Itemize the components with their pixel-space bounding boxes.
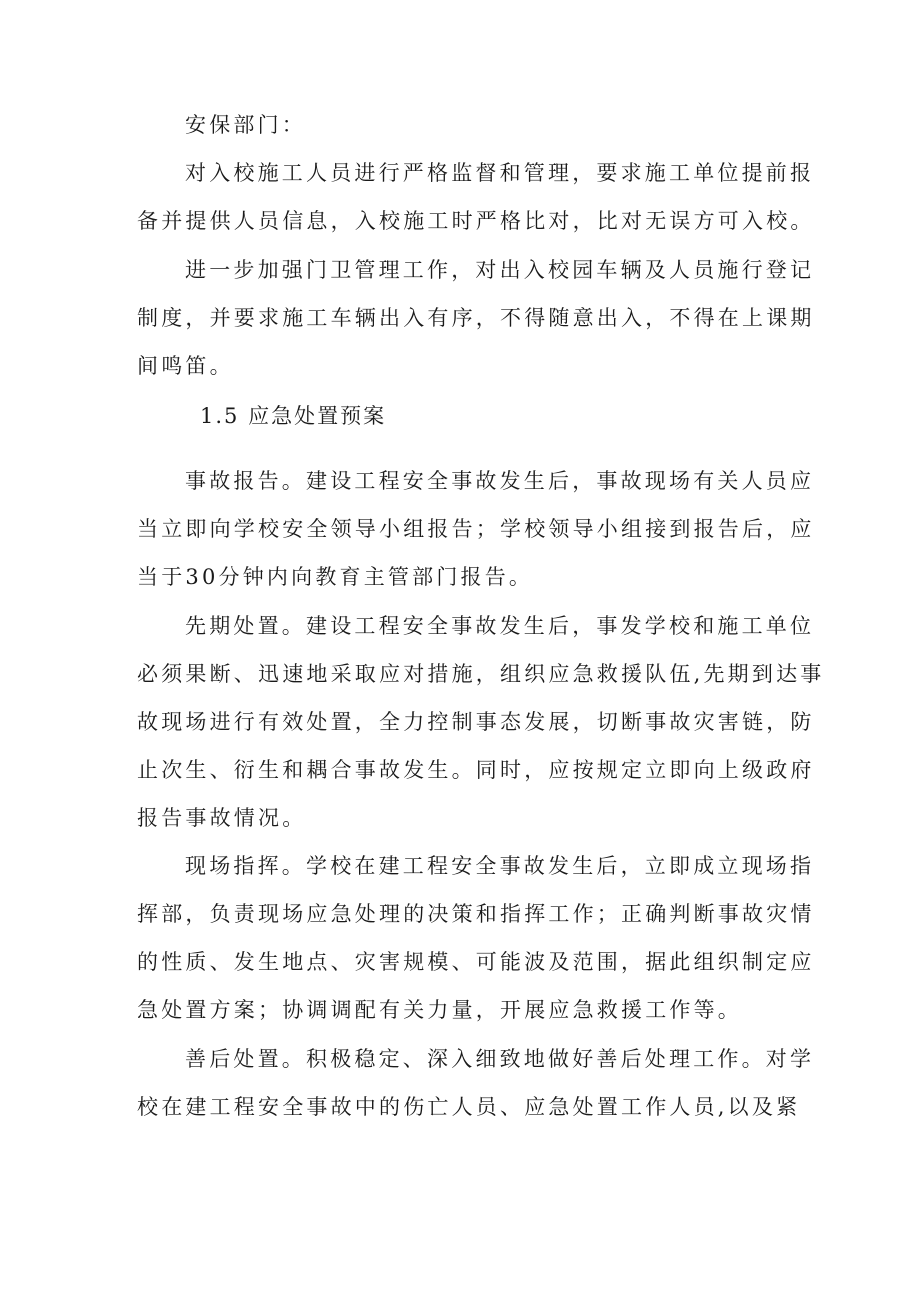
paragraph-line: 善后处置。积极稳定、深入细致地做好善后处理工作。对学 xyxy=(185,1047,815,1071)
paragraph-line: 报告事故情况。 xyxy=(137,806,307,830)
paragraph-line: 进一步加强门卫管理工作，对出入校园车辆及人员施行登记 xyxy=(185,258,815,282)
paragraph-line: 校在建工程安全事故中的伤亡人员、应急处置工作人员,以及紧 xyxy=(137,1095,801,1119)
paragraph-line: 间鸣笛。 xyxy=(137,354,234,378)
paragraph-line: 对入校施工人员进行严格监督和管理，要求施工单位提前报 xyxy=(185,161,815,185)
paragraph-line: 先期处置。建设工程安全事故发生后，事发学校和施工单位 xyxy=(185,614,815,638)
paragraph-line: 事故报告。建设工程安全事故发生后，事故现场有关人员应 xyxy=(185,469,815,493)
paragraph-line: 必须果断、迅速地采取应对措施，组织应急救援队伍,先期到达事 xyxy=(137,662,825,686)
paragraph-line: 备并提供人员信息，入校施工时严格比对，比对无误方可入校。 xyxy=(137,209,815,233)
security-dept-heading: 安保部门： xyxy=(185,113,306,137)
section-heading: 1.5 应急处置预案 xyxy=(200,404,387,428)
paragraph-line: 挥部，负责现场应急处理的决策和指挥工作；正确判断事故灾情 xyxy=(137,902,815,926)
paragraph-line: 当于30分钟内向教育主管部门报告。 xyxy=(137,565,534,589)
paragraph-line: 的性质、发生地点、灾害规模、可能波及范围，据此组织制定应 xyxy=(137,950,815,974)
paragraph-line: 当立即向学校安全领导小组报告；学校领导小组接到报告后，应 xyxy=(137,517,815,541)
paragraph-line: 急处置方案；协调调配有关力量，开展应急救援工作等。 xyxy=(137,998,742,1022)
paragraph-line: 制度，并要求施工车辆出入有序，不得随意出入，不得在上课期 xyxy=(137,306,815,330)
paragraph-line: 故现场进行有效处置，全力控制事态发展，切断事故灾害链，防 xyxy=(137,710,815,734)
paragraph-line: 现场指挥。学校在建工程安全事故发生后，立即成立现场指 xyxy=(185,854,815,878)
paragraph-line: 止次生、衍生和耦合事故发生。同时，应按规定立即向上级政府 xyxy=(137,758,815,782)
